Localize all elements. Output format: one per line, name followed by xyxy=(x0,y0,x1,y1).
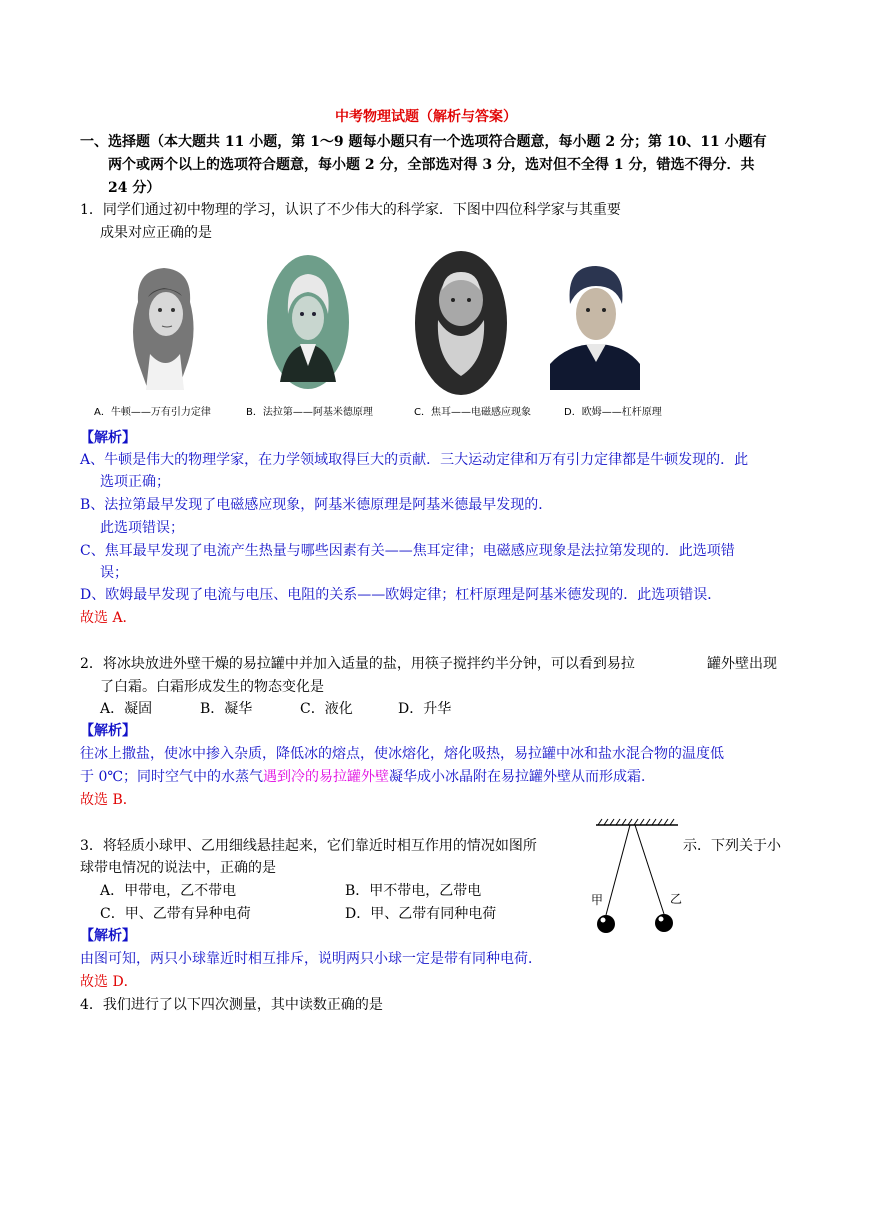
ball-yi xyxy=(655,914,673,932)
q3-stem-line2: 球带电情况的说法中，正确的是 xyxy=(80,860,276,876)
q2-analysis-line2-part3: 凝华成小冰晶附在易拉罐外壁从而形成霜． xyxy=(389,769,656,785)
q3-analysis-line1: 由图可知，两只小球靠近时相互排斥，说明两只小球一定是带有同种电荷． xyxy=(80,951,542,967)
q3-option-d: D．甲、乙带有同种电荷 xyxy=(345,906,497,922)
q1-caption-b: B．法拉第——阿基米德原理 xyxy=(246,407,373,418)
q1-caption-a: A．牛顿——万有引力定律 xyxy=(94,407,211,418)
q2-option-c: C．液化 xyxy=(300,701,353,717)
q2-analysis-line2 xyxy=(80,767,655,787)
q1-analysis-a2: 选项正确； xyxy=(100,474,170,490)
q3-stem-line1b: 示．下列关于小 xyxy=(683,838,781,854)
portrait-newton xyxy=(118,262,210,390)
q1-caption-c: C．焦耳——电磁感应现象 xyxy=(414,407,531,418)
q1-stem-line2: 成果对应正确的是 xyxy=(100,225,212,241)
q2-analysis-label: 【解析】 xyxy=(80,723,136,739)
q2-option-b: B．凝华 xyxy=(200,701,253,717)
q2-stem-line1b: 罐外壁出现 xyxy=(707,656,777,672)
q2-option-a: A．凝固 xyxy=(100,701,153,717)
portrait-ohm xyxy=(550,260,640,390)
label-jia: 甲 xyxy=(591,893,604,907)
q1-analysis-c1: C、焦耳最早发现了电流产生热量与哪些因素有关——焦耳定律；电磁感应现象是法拉第发现的．此选项错 xyxy=(80,543,735,559)
q1-analysis-c2: 误； xyxy=(100,565,128,581)
q3-stem-line1a: 3．将轻质小球甲、乙用细线悬挂起来，它们靠近时相互作用的情况如图所 xyxy=(80,838,537,854)
q4-stem: 4．我们进行了以下四次测量，其中读数正确的是 xyxy=(80,997,383,1013)
q1-caption-d: D．欧姆——杠杆原理 xyxy=(564,407,662,418)
q3-option-c: C．甲、乙带有异种电荷 xyxy=(100,906,251,922)
q2-answer: 故选 B． xyxy=(80,792,137,808)
q2-analysis-line2-part1: 于 0℃；同时空气中的水蒸气 xyxy=(80,769,264,785)
section-heading-line1: 一、选择题（本大题共 11 小题，第 1～9 题每小题只有一个选项符合题意，每小题 2 分；第 10、11 小题有 xyxy=(80,134,767,150)
q2-analysis-line2-highlight: 遇到冷的易拉罐外壁 xyxy=(263,769,390,785)
q1-analysis-label: 【解析】 xyxy=(80,430,136,446)
label-yi: 乙 xyxy=(670,892,683,906)
ball-jia xyxy=(597,915,615,933)
q1-analysis-d1: D、欧姆最早发现了电流与电压、电阻的关系——欧姆定律；杠杆原理是阿基米德发现的．此选项错误． xyxy=(80,587,722,603)
q1-analysis-b2: 此选项错误； xyxy=(100,520,184,536)
q3-analysis-label: 【解析】 xyxy=(80,928,136,944)
section-heading-line2: 两个或两个以上的选项符合题意，每小题 2 分，全部选对得 3 分，选对但不全得 1 分，错选不得分．共 xyxy=(108,157,755,173)
q3-option-b: B．甲不带电，乙带电 xyxy=(345,883,482,899)
q1-stem-line1: 1．同学们通过初中物理的学习，认识了不少伟大的科学家．下图中四位科学家与其重要 xyxy=(80,202,621,218)
q2-stem-line1a: 2．将冰块放进外壁干燥的易拉罐中并加入适量的盐，用筷子搅拌约半分钟，可以看到易拉 xyxy=(80,656,635,672)
pendulum-diagram xyxy=(588,815,684,940)
q1-answer: 故选 A． xyxy=(80,610,137,626)
q2-analysis-line1: 往冰上撒盐，使冰中掺入杂质，降低冰的熔点，使冰熔化，熔化吸热，易拉罐中冰和盐水混合物的温度低 xyxy=(80,746,724,762)
portrait-faraday xyxy=(266,254,350,390)
q3-answer: 故选 D． xyxy=(80,974,138,990)
q1-analysis-a1: A、牛顿是伟大的物理学家，在力学领域取得巨大的贡献．三大运动定律和万有引力定律都是牛顿发现的．此 xyxy=(80,452,749,468)
q1-analysis-b1: B、法拉第最早发现了电磁感应现象，阿基米德原理是阿基米德最早发现的． xyxy=(80,497,553,513)
page-title: 中考物理试题（解析与答案） xyxy=(335,109,517,125)
q2-option-d: D．升华 xyxy=(398,701,452,717)
q2-stem-line2: 了白霜。白霜形成发生的物态变化是 xyxy=(100,679,324,695)
q3-option-a: A．甲带电，乙不带电 xyxy=(100,883,237,899)
section-heading-line3: 24 分） xyxy=(108,180,161,196)
portrait-joule xyxy=(414,250,508,396)
